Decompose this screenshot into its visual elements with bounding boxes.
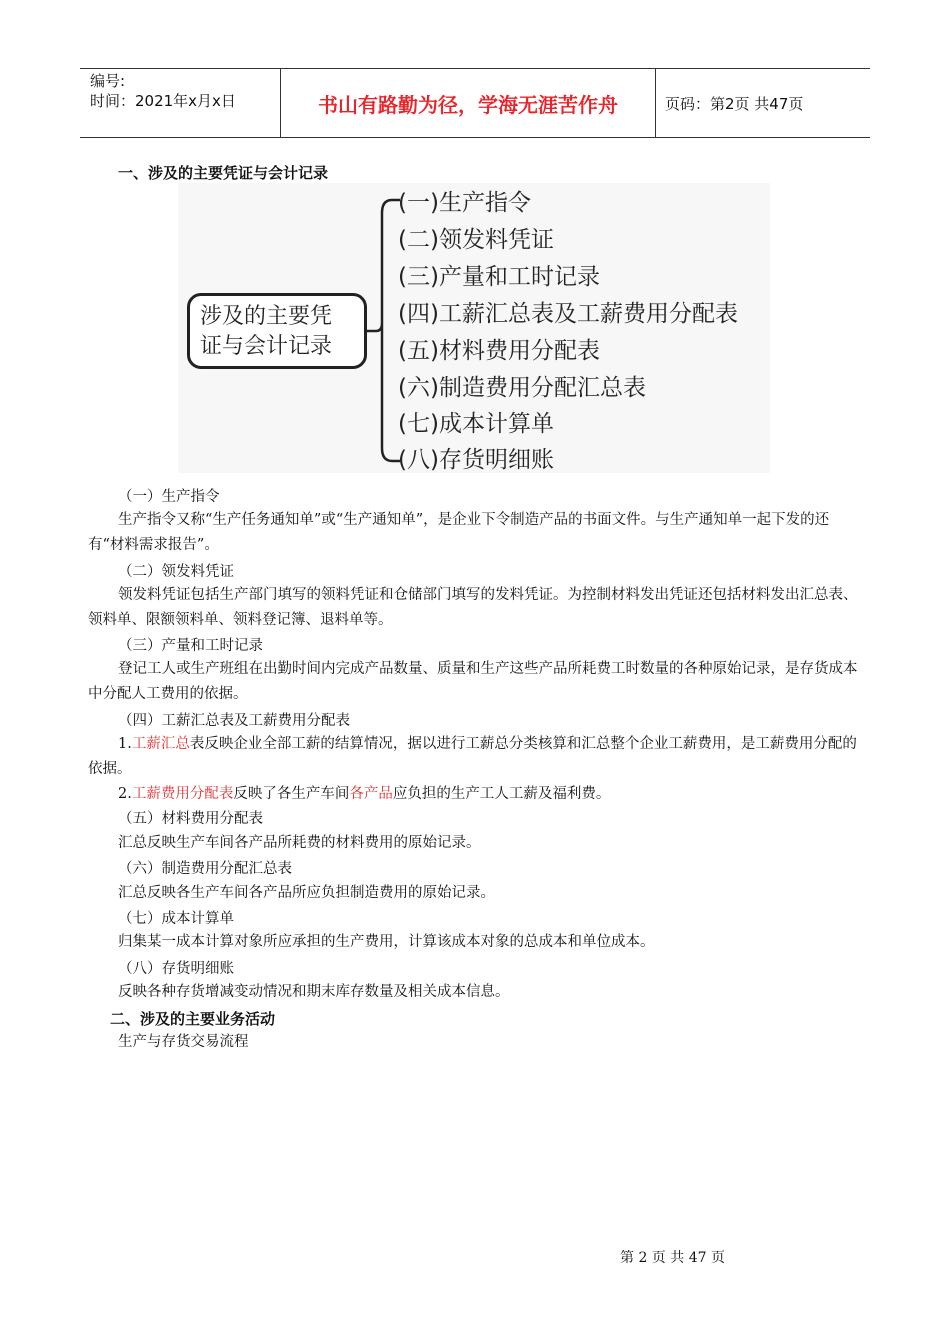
mindmap-item: (五)材料费用分配表 [398, 338, 600, 364]
subheading: （八）存货明细账 [118, 961, 234, 977]
section-title-1: 一、涉及的主要凭证与会计记录 [118, 164, 329, 182]
paragraph: 反映各种存货增减变动情况和期末库存数量及相关成本信息。 [118, 984, 510, 1000]
subheading: （五）材料费用分配表 [118, 811, 263, 827]
subheading: （四）工薪汇总表及工薪费用分配表 [118, 713, 350, 729]
subheading: （六）制造费用分配汇总表 [118, 861, 292, 877]
paragraph: 汇总反映各生产车间各产品所应负担制造费用的原始记录。 [118, 885, 495, 901]
mindmap-item: (八)存货明细账 [398, 447, 554, 473]
section-title-2: 二、涉及的主要业务活动 [110, 1010, 276, 1028]
paragraph: 归集某一成本计算对象所应承担的生产费用，计算该成本对象的总成本和单位成本。 [118, 934, 655, 950]
paragraph-wage-allocation [88, 782, 860, 807]
paragraph-text: 表反映企业全部工薪的结算情况，据以进行工薪总分类核算和汇总整个企业工薪费用，是工薪费用分配的依据。 [88, 736, 857, 777]
header-page-label: 页码：第2页 共47页 [665, 94, 804, 113]
page-header [80, 68, 870, 138]
paragraph-text: 应负担的生产工人工薪及福利费。 [392, 786, 611, 802]
mindmap-item: (七)成本计算单 [398, 411, 554, 437]
voucher-mindmap [178, 183, 770, 473]
header-motto: 书山有路勤为径，学海无涯苦作舟 [280, 69, 656, 137]
subheading: （二）领发料凭证 [118, 564, 234, 580]
page-footer: 第 2 页 共 47 页 [620, 1250, 725, 1266]
paragraph: 登记工人或生产班组在出勤时间内完成产品数量、质量和生产这些产品所耗费工时数量的各种原始记录，是存货成本中分配人工费用的依据。 [88, 661, 858, 702]
mindmap-item: (六)制造费用分配汇总表 [398, 375, 646, 401]
item-number: 1. [118, 736, 132, 752]
mindmap-root-line1: 涉及的主要凭 [200, 304, 333, 329]
paragraph: 生产与存货交易流程 [118, 1034, 249, 1050]
subheading: （一）生产指令 [118, 489, 220, 505]
paragraph-wage-summary [88, 732, 860, 781]
mindmap-root [187, 293, 367, 369]
subheading: （七）成本计算单 [118, 911, 234, 927]
mindmap-item: (三)产量和工时记录 [398, 264, 600, 290]
highlight-term: 工薪汇总 [131, 736, 190, 752]
highlight-term: 各产品 [349, 786, 393, 802]
paragraph: 汇总反映生产车间各产品所耗费的材料费用的原始记录。 [118, 835, 481, 851]
paragraph-text: 反映了各生产车间 [233, 786, 350, 802]
header-meta [80, 69, 280, 139]
item-number: 2. [118, 786, 132, 802]
doc-time-label: 时间：2021年x月x日 [90, 92, 236, 110]
highlight-term: 工薪费用分配表 [131, 786, 234, 802]
mindmap-item: (四)工薪汇总表及工薪费用分配表 [398, 301, 738, 327]
mindmap-item: (一)生产指令 [398, 190, 531, 216]
mindmap-root-line2: 证与会计记录 [200, 334, 333, 359]
paragraph: 领发料凭证包括生产部门填写的领料凭证和仓储部门填写的发料凭证。为控制材料发出凭证还包括材料发出汇总表、领料单、限额领料单、领料登记簿、退料单等。 [88, 587, 858, 628]
mindmap-item: (二)领发料凭证 [398, 227, 554, 253]
subheading: （三）产量和工时记录 [118, 638, 263, 654]
paragraph: 生产指令又称“生产任务通知单”或“生产通知单”，是企业下令制造产品的书面文件。与生产通知单一起下发的还有“材料需求报告”。 [88, 512, 830, 553]
doc-number-label: 编号: [90, 72, 126, 90]
